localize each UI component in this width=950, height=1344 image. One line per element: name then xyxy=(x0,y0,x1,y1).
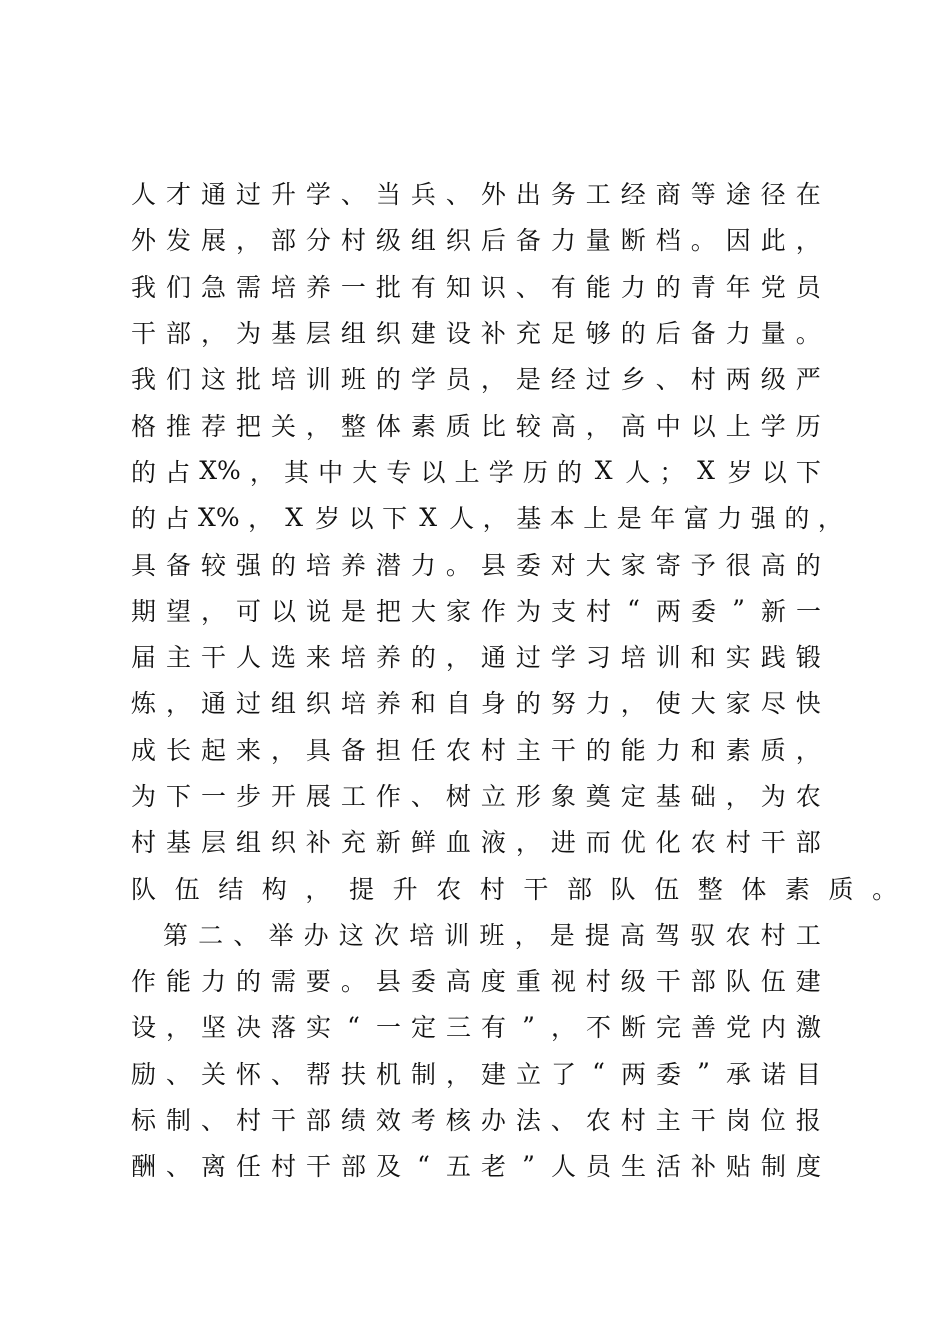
text-line: 期 望 ， 可 以 说 是 把 大 家 作 为 支 村 “ 两 委 ” 新 一 xyxy=(131,595,821,626)
paragraph-first-line: 第 二 、 举 办 这 次 培 训 班 ， 是 提 高 驾 驭 农 村 工 xyxy=(163,920,821,950)
text-line: 成 长 起 来 ， 具 备 担 任 农 村 主 干 的 能 力 和 素 质 ， xyxy=(131,735,821,765)
text-line: 人 才 通 过 升 学 、 当 兵 、 外 出 务 工 经 商 等 途 径 在 xyxy=(131,180,821,210)
text-line: 格 推 荐 把 关 ， 整 体 素 质 比 较 高 ， 高 中 以 上 学 历 xyxy=(131,411,821,441)
text-line: 设 ， 坚 决 落 实 “ 一 定 三 有 ” ， 不 断 完 善 党 内 激 xyxy=(131,1011,821,1043)
text-line: 干 部 ， 为 基 层 组 织 建 设 补 充 足 够 的 后 备 力 量 。 xyxy=(131,319,821,349)
text-line: 队 伍 结 构 ， 提 升 农 村 干 部 队 伍 整 体 素 质 。 xyxy=(131,874,898,904)
text-line: 为 下 一 步 开 展 工 作 、 树 立 形 象 奠 定 基 础 ， 为 农 xyxy=(131,782,821,811)
text-line: 我 们 这 批 培 训 班 的 学 员 ， 是 经 过 乡 、 村 两 级 严 xyxy=(131,365,821,395)
text-line: 村 基 层 组 织 补 充 新 鲜 血 液 ， 进 而 优 化 农 村 干 部 xyxy=(131,828,821,858)
text-line: 作 能 力 的 需 要 。 县 委 高 度 重 视 村 级 干 部 队 伍 建 xyxy=(131,967,821,997)
text-line: 的 占 X% ， X 岁 以 下 X 人 ， 基 本 上 是 年 富 力 强 的 ， xyxy=(131,502,843,534)
text-line: 我 们 急 需 培 养 一 批 有 知 识 、 有 能 力 的 青 年 党 员 xyxy=(131,272,821,302)
text-line: 届 主 干 人 选 来 培 养 的 ， 通 过 学 习 培 训 和 实 践 锻 xyxy=(131,643,821,673)
text-line: 标 制 、 村 干 部 绩 效 考 核 办 法 、 农 村 主 干 岗 位 报 xyxy=(131,1106,821,1136)
text-line: 酬 、 离 任 村 干 部 及 “ 五 老 ” 人 员 生 活 补 贴 制 度 xyxy=(131,1150,821,1182)
text-line: 的 占 X% ， 其 中 大 专 以 上 学 历 的 X 人 ； X 岁 以 下 xyxy=(131,456,821,487)
text-line: 外 发 展 ， 部 分 村 级 组 织 后 备 力 量 断 档 。 因 此 ， xyxy=(131,226,821,256)
body-text xyxy=(131,170,898,1189)
text-line: 炼 ， 通 过 组 织 培 养 和 自 身 的 努 力 ， 使 大 家 尽 快 xyxy=(131,689,821,719)
text-line: 励 、 关 怀 、 帮 扶 机 制 ， 建 立 了 “ 两 委 ” 承 诺 目 xyxy=(131,1058,821,1089)
text-line: 具 备 较 强 的 培 养 潜 力 。 县 委 对 大 家 寄 予 很 高 的 xyxy=(131,550,821,580)
